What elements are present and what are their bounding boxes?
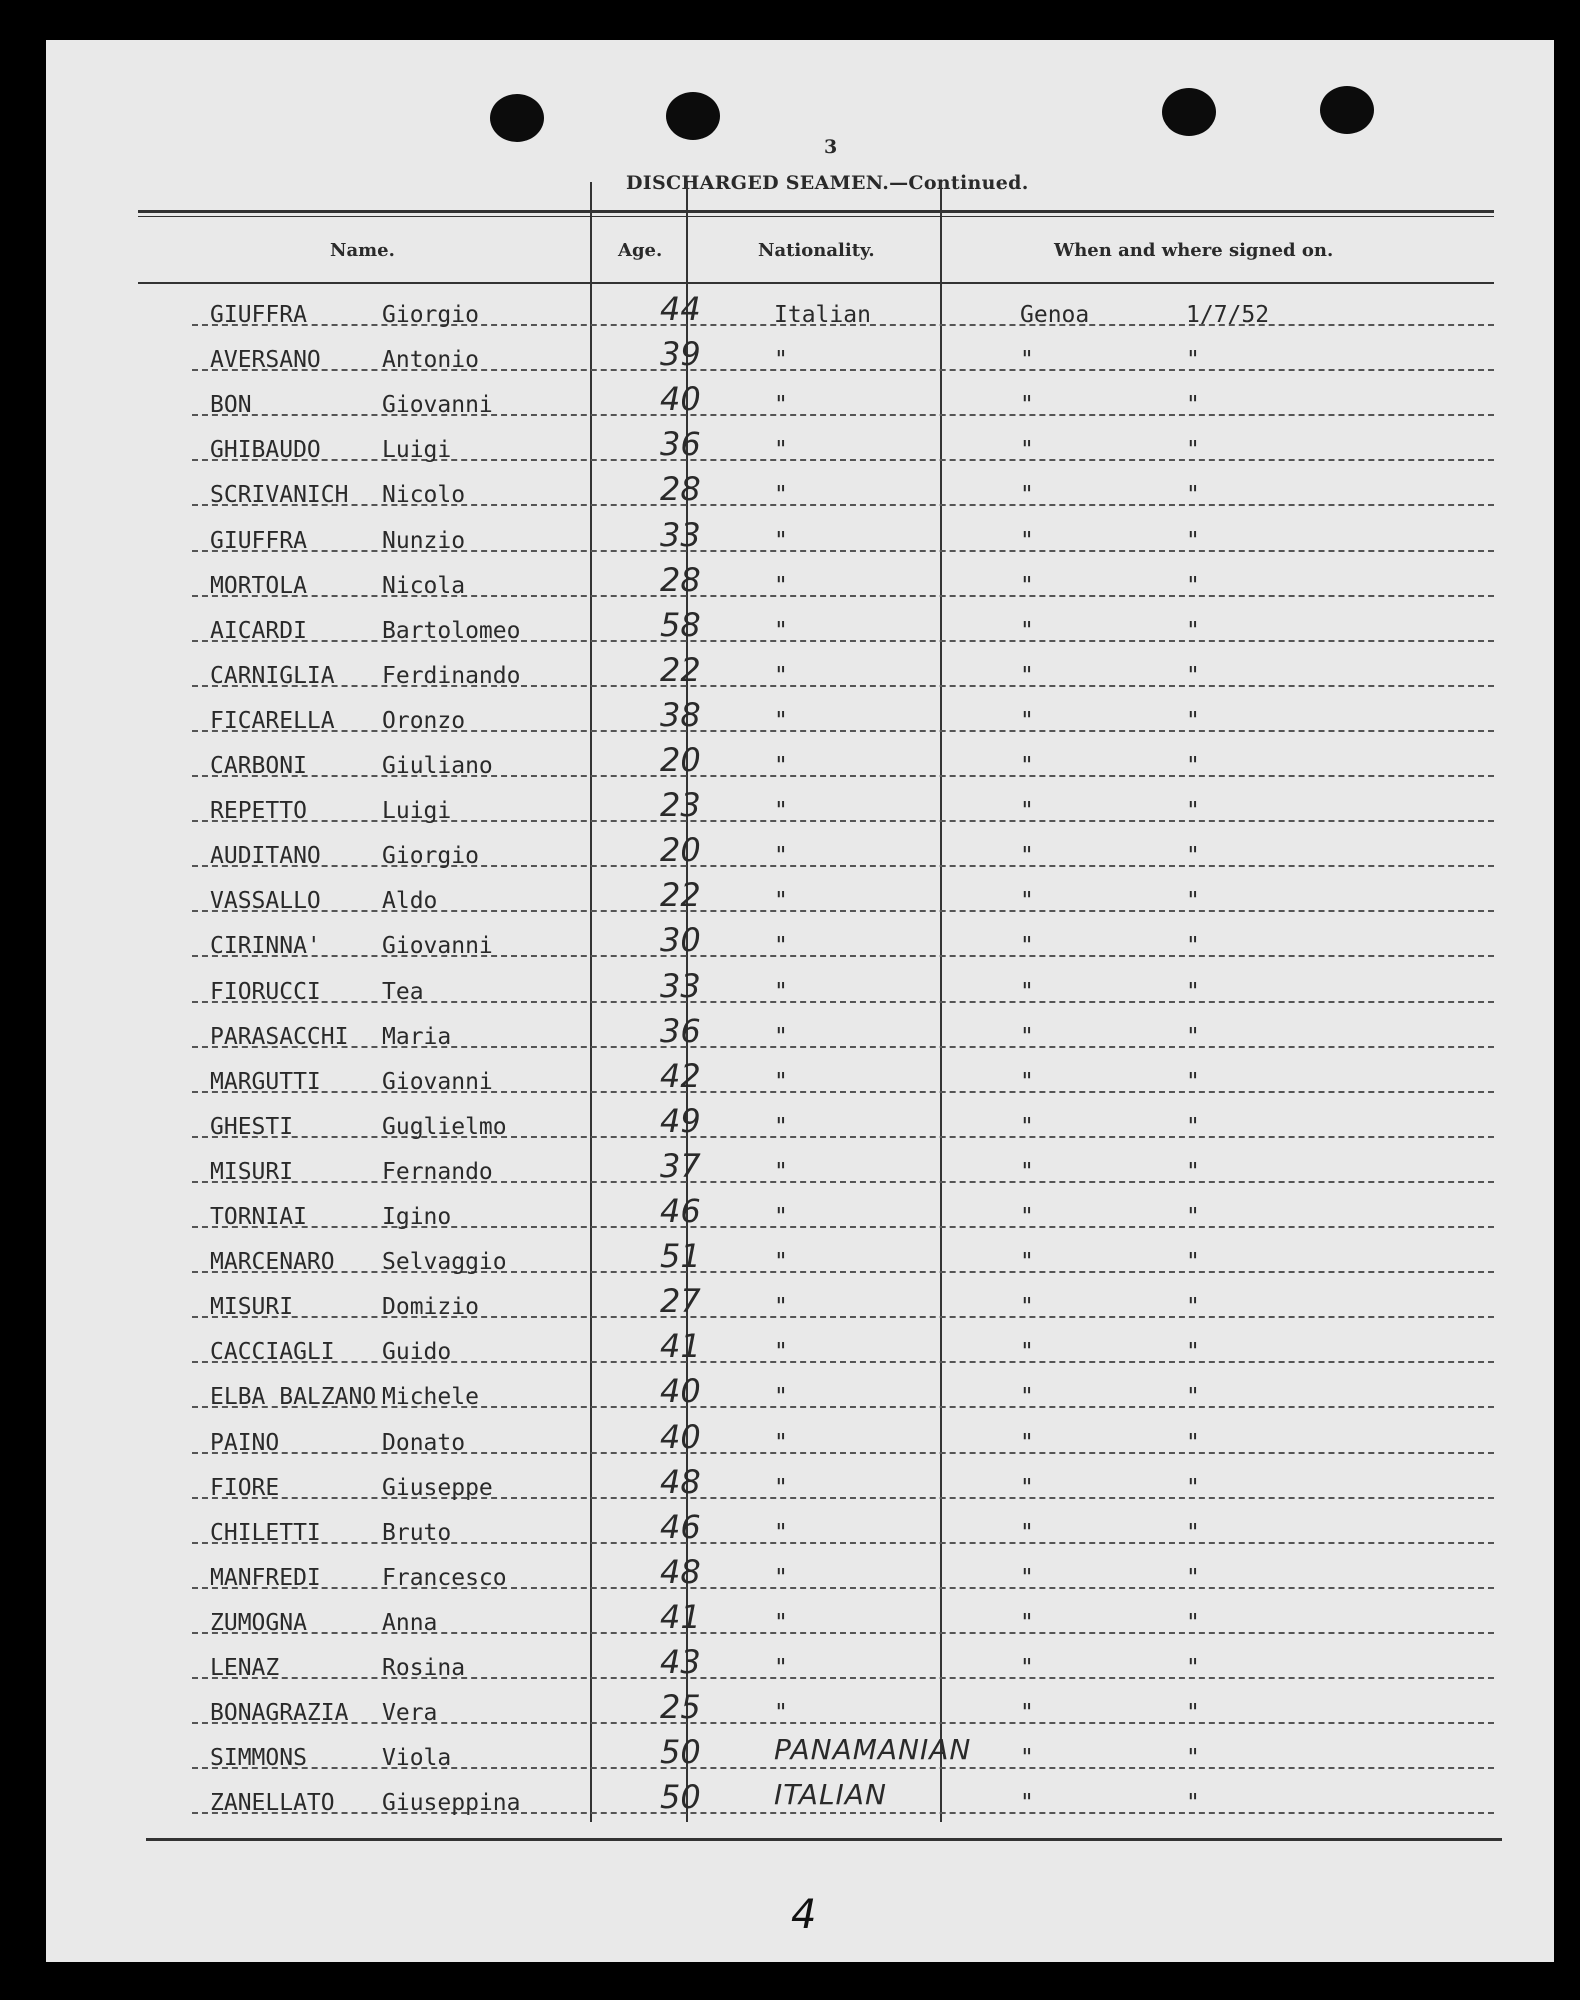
seaman-surname: VASSALLO xyxy=(210,888,321,915)
seaman-given-name: Vera xyxy=(382,1700,438,1727)
seaman-nationality: " xyxy=(774,1384,788,1411)
seaman-surname: BONAGRAZIA xyxy=(210,1700,349,1727)
document-page xyxy=(46,40,1554,1962)
table-row xyxy=(192,1676,1494,1727)
seaman-surname: GIUFFRA xyxy=(210,527,307,554)
signed-on-port: " xyxy=(1020,1519,1034,1546)
seaman-given-name: Tea xyxy=(382,978,424,1005)
seaman-given-name: Domizio xyxy=(382,1294,479,1321)
seaman-age: 22 xyxy=(660,650,701,689)
table-row xyxy=(192,413,1494,464)
signed-on-date: " xyxy=(1186,933,1200,960)
seaman-nationality: " xyxy=(774,1609,788,1636)
handwritten-note: 4 xyxy=(791,1892,817,1938)
table-row xyxy=(192,909,1494,960)
signed-on-date: " xyxy=(1186,1158,1200,1185)
bottom-rule xyxy=(146,1838,1502,1841)
signed-on-date: " xyxy=(1186,1249,1200,1276)
signed-on-port: Genoa xyxy=(1020,302,1090,328)
table-row xyxy=(192,1180,1494,1228)
seaman-given-name: Francesco xyxy=(382,1564,507,1591)
signed-on-port: " xyxy=(1020,888,1034,915)
signed-on-port: " xyxy=(1020,1339,1034,1366)
signed-on-port: " xyxy=(1020,437,1034,464)
signed-on-date: " xyxy=(1186,888,1200,915)
seaman-surname: PARASACCHI xyxy=(210,1023,349,1050)
signed-on-port: " xyxy=(1020,527,1034,554)
seaman-age: 48 xyxy=(660,1462,701,1501)
seaman-age: 46 xyxy=(660,1192,701,1230)
seaman-nationality: " xyxy=(774,527,788,554)
seaman-nationality: " xyxy=(774,843,788,870)
signed-on-date: " xyxy=(1186,1519,1200,1546)
seaman-age: 51 xyxy=(660,1237,701,1276)
page-number: 3 xyxy=(824,136,838,158)
seaman-age: 50 xyxy=(660,1778,701,1817)
seaman-surname: ELBA BALZANO xyxy=(210,1384,377,1411)
table-row xyxy=(192,639,1494,687)
signed-on-port: " xyxy=(1020,482,1034,509)
seaman-given-name: Nicola xyxy=(382,572,466,599)
signed-on-port: " xyxy=(1020,1384,1034,1411)
table-row xyxy=(192,278,1494,326)
seaman-age: 40 xyxy=(660,1372,701,1411)
seaman-nationality: " xyxy=(774,1655,788,1681)
seaman-given-name: Bartolomeo xyxy=(382,617,521,644)
seaman-surname: GHESTI xyxy=(210,1113,294,1140)
seaman-age: 25 xyxy=(660,1688,701,1727)
seaman-age: 37 xyxy=(660,1146,701,1185)
signed-on-date: " xyxy=(1186,1023,1200,1050)
signed-on-port: " xyxy=(1020,843,1034,870)
page-title: DISCHARGED SEAMEN.—Continued. xyxy=(626,172,1029,194)
seaman-surname: LENAZ xyxy=(210,1655,280,1681)
signed-on-port: " xyxy=(1020,1158,1034,1185)
seaman-nationality: " xyxy=(774,1023,788,1050)
seaman-age: 23 xyxy=(660,786,701,825)
signed-on-port: " xyxy=(1020,1429,1034,1456)
signed-on-port: " xyxy=(1020,617,1034,644)
seaman-nationality: " xyxy=(774,572,788,599)
signed-on-port: " xyxy=(1020,1249,1034,1276)
signed-on-port: " xyxy=(1020,1700,1034,1727)
seaman-age: 36 xyxy=(660,1011,701,1050)
signed-on-date: " xyxy=(1186,482,1200,509)
seaman-surname: FICARELLA xyxy=(210,707,335,734)
seaman-age: 38 xyxy=(660,695,701,734)
signed-on-port: " xyxy=(1020,392,1034,419)
seaman-given-name: Guglielmo xyxy=(382,1113,507,1140)
signed-on-date: " xyxy=(1186,843,1200,870)
punch-hole xyxy=(1162,88,1216,136)
table-row xyxy=(192,729,1494,777)
table-row xyxy=(192,594,1494,642)
table-row xyxy=(192,1451,1494,1499)
seaman-given-name: Viola xyxy=(382,1745,452,1772)
seaman-nationality: PANAMANIAN xyxy=(774,1733,972,1767)
top-rule xyxy=(138,210,1494,213)
seaman-surname: FIORUCCI xyxy=(210,978,321,1005)
signed-on-port: " xyxy=(1020,572,1034,599)
seaman-age: 36 xyxy=(660,425,701,464)
seaman-given-name: Luigi xyxy=(382,437,452,464)
signed-on-date: " xyxy=(1186,1068,1200,1095)
seaman-age: 40 xyxy=(660,380,701,419)
seaman-surname: MARCENARO xyxy=(210,1249,335,1276)
seaman-age: 46 xyxy=(660,1507,701,1546)
table-row xyxy=(192,774,1494,825)
signed-on-date: " xyxy=(1186,1384,1200,1411)
signed-on-port: " xyxy=(1020,1745,1034,1772)
seaman-nationality: " xyxy=(774,437,788,464)
seaman-age: 30 xyxy=(660,921,701,960)
signed-on-date: " xyxy=(1186,527,1200,554)
seaman-surname: CACCIAGLI xyxy=(210,1339,335,1366)
seaman-surname: REPETTO xyxy=(210,798,307,825)
seaman-age: 58 xyxy=(660,605,701,644)
signed-on-port: " xyxy=(1020,1023,1034,1050)
seaman-given-name: Giuseppe xyxy=(382,1474,493,1501)
seaman-given-name: Giorgio xyxy=(382,302,479,328)
seaman-nationality: " xyxy=(774,1294,788,1321)
seaman-surname: CARBONI xyxy=(210,753,307,779)
seaman-given-name: Giuseppina xyxy=(382,1790,521,1817)
signed-on-port: " xyxy=(1020,1609,1034,1636)
signed-on-date: " xyxy=(1186,1204,1200,1230)
seaman-given-name: Giovanni xyxy=(382,933,493,960)
seaman-age: 27 xyxy=(660,1282,701,1321)
seaman-surname: AUDITANO xyxy=(210,843,321,870)
seaman-given-name: Luigi xyxy=(382,798,452,825)
table-row xyxy=(192,1315,1494,1366)
top-rule xyxy=(138,216,1494,217)
signed-on-port: " xyxy=(1020,1790,1034,1817)
seaman-given-name: Bruto xyxy=(382,1519,452,1546)
seaman-nationality: " xyxy=(774,1068,788,1095)
seaman-surname: AICARDI xyxy=(210,617,307,644)
seaman-given-name: Anna xyxy=(382,1609,438,1636)
signed-on-port: " xyxy=(1020,1655,1034,1681)
seaman-age: 48 xyxy=(660,1552,701,1591)
signed-on-port: " xyxy=(1020,1474,1034,1501)
signed-on-date: 1/7/52 xyxy=(1186,302,1270,328)
seaman-age: 44 xyxy=(660,290,701,328)
table-row xyxy=(192,1406,1494,1454)
seaman-age: 33 xyxy=(660,966,701,1005)
header-name: Name. xyxy=(330,240,395,261)
seaman-surname: MARGUTTI xyxy=(210,1068,321,1095)
signed-on-date: " xyxy=(1186,753,1200,779)
seaman-given-name: Giorgio xyxy=(382,843,479,870)
signed-on-date: " xyxy=(1186,1700,1200,1727)
signed-on-date: " xyxy=(1186,978,1200,1005)
seaman-surname: AVERSANO xyxy=(210,347,321,374)
seaman-nationality: " xyxy=(774,798,788,825)
seaman-given-name: Antonio xyxy=(382,347,479,374)
table-row xyxy=(192,549,1494,597)
signed-on-date: " xyxy=(1186,707,1200,734)
table-row xyxy=(192,1270,1494,1321)
seaman-nationality: " xyxy=(774,1429,788,1456)
seaman-surname: CHILETTI xyxy=(210,1519,321,1546)
seaman-nationality: " xyxy=(774,1474,788,1501)
seaman-nationality: " xyxy=(774,662,788,689)
seaman-surname: BON xyxy=(210,392,252,419)
seaman-age: 41 xyxy=(660,1327,701,1366)
seaman-given-name: Ferdinando xyxy=(382,662,521,689)
seaman-given-name: Giovanni xyxy=(382,1068,493,1095)
signed-on-port: " xyxy=(1020,1564,1034,1591)
signed-on-port: " xyxy=(1020,707,1034,734)
signed-on-date: " xyxy=(1186,1294,1200,1321)
seaman-surname: TORNIAI xyxy=(210,1204,307,1230)
seaman-given-name: Maria xyxy=(382,1023,452,1050)
seaman-age: 41 xyxy=(660,1597,701,1636)
seaman-given-name: Nunzio xyxy=(382,527,466,554)
seaman-given-name: Nicolo xyxy=(382,482,466,509)
punch-hole xyxy=(666,92,720,140)
signed-on-date: " xyxy=(1186,392,1200,419)
signed-on-date: " xyxy=(1186,1113,1200,1140)
table-row xyxy=(192,1360,1494,1411)
table-row xyxy=(192,1000,1494,1048)
table-row xyxy=(192,504,1494,552)
table-row xyxy=(192,1090,1494,1138)
signed-on-date: " xyxy=(1186,1339,1200,1366)
seaman-nationality: " xyxy=(774,707,788,734)
seaman-surname: ZUMOGNA xyxy=(210,1609,307,1636)
signed-on-port: " xyxy=(1020,347,1034,374)
seaman-surname: CIRINNA' xyxy=(210,933,321,960)
signed-on-date: " xyxy=(1186,347,1200,374)
seaman-surname: MANFREDI xyxy=(210,1564,321,1591)
signed-on-port: " xyxy=(1020,933,1034,960)
seaman-age: 28 xyxy=(660,470,701,509)
table-row xyxy=(192,1045,1494,1093)
table-row xyxy=(192,1721,1494,1772)
seaman-given-name: Michele xyxy=(382,1384,479,1411)
seaman-nationality: " xyxy=(774,482,788,509)
header-signed-on: When and where signed on. xyxy=(1054,240,1334,261)
seaman-surname: SIMMONS xyxy=(210,1745,307,1772)
seaman-nationality: " xyxy=(774,1249,788,1276)
signed-on-date: " xyxy=(1186,437,1200,464)
table-row xyxy=(192,684,1494,732)
seaman-nationality: " xyxy=(774,933,788,960)
punch-hole xyxy=(490,94,544,142)
seaman-given-name: Igino xyxy=(382,1204,452,1230)
seaman-surname: SCRIVANICH xyxy=(210,482,349,509)
table-row xyxy=(192,1135,1494,1183)
seaman-nationality: " xyxy=(774,1564,788,1591)
signed-on-date: " xyxy=(1186,798,1200,825)
seaman-given-name: Guido xyxy=(382,1339,452,1366)
signed-on-date: " xyxy=(1186,1655,1200,1681)
seaman-age: 43 xyxy=(660,1643,701,1681)
seaman-surname: GHIBAUDO xyxy=(210,437,321,464)
seaman-nationality: " xyxy=(774,1339,788,1366)
seaman-given-name: Selvaggio xyxy=(382,1249,507,1276)
seaman-nationality: " xyxy=(774,347,788,374)
table-row xyxy=(192,1225,1494,1276)
signed-on-port: " xyxy=(1020,753,1034,779)
seaman-given-name: Fernando xyxy=(382,1158,493,1185)
seaman-given-name: Giovanni xyxy=(382,392,493,419)
signed-on-port: " xyxy=(1020,1204,1034,1230)
table-row xyxy=(192,864,1494,915)
seaman-given-name: Rosina xyxy=(382,1655,466,1681)
signed-on-date: " xyxy=(1186,1474,1200,1501)
table-row xyxy=(192,323,1494,374)
signed-on-date: " xyxy=(1186,1790,1200,1817)
seaman-nationality: Italian xyxy=(774,302,871,328)
seaman-nationality: " xyxy=(774,1204,788,1230)
seaman-nationality: " xyxy=(774,888,788,915)
seaman-surname: FIORE xyxy=(210,1474,280,1501)
signed-on-port: " xyxy=(1020,798,1034,825)
seaman-nationality: " xyxy=(774,1700,788,1727)
seaman-nationality: " xyxy=(774,1113,788,1140)
table-row xyxy=(192,1631,1494,1679)
signed-on-date: " xyxy=(1186,662,1200,689)
seaman-age: 20 xyxy=(660,831,701,870)
seaman-nationality: ITALIAN xyxy=(774,1778,887,1812)
seaman-age: 42 xyxy=(660,1056,701,1095)
signed-on-date: " xyxy=(1186,1429,1200,1456)
seaman-age: 50 xyxy=(660,1733,701,1772)
signed-on-port: " xyxy=(1020,1113,1034,1140)
seaman-given-name: Oronzo xyxy=(382,707,466,734)
signed-on-date: " xyxy=(1186,1564,1200,1591)
seaman-age: 39 xyxy=(660,335,701,374)
table-row xyxy=(192,368,1494,419)
seaman-surname: GIUFFRA xyxy=(210,302,307,328)
table-row xyxy=(192,458,1494,509)
header-nationality: Nationality. xyxy=(758,240,875,261)
table-row xyxy=(192,819,1494,870)
table-row xyxy=(192,1496,1494,1544)
table-row xyxy=(192,1766,1494,1817)
table-row xyxy=(192,1586,1494,1634)
signed-on-date: " xyxy=(1186,572,1200,599)
signed-on-port: " xyxy=(1020,1068,1034,1095)
seaman-age: 20 xyxy=(660,741,701,779)
signed-on-date: " xyxy=(1186,617,1200,644)
seaman-age: 33 xyxy=(660,515,701,554)
table-row xyxy=(192,955,1494,1003)
seaman-surname: ZANELLATO xyxy=(210,1790,335,1817)
seaman-nationality: " xyxy=(774,392,788,419)
seaman-surname: MISURI xyxy=(210,1294,294,1321)
seaman-surname: PAINO xyxy=(210,1429,280,1456)
table-row xyxy=(192,1541,1494,1589)
seaman-nationality: " xyxy=(774,1158,788,1185)
seaman-surname: MISURI xyxy=(210,1158,294,1185)
signed-on-date: " xyxy=(1186,1745,1200,1772)
seaman-surname: CARNIGLIA xyxy=(210,662,335,689)
seaman-given-name: Giuliano xyxy=(382,753,493,779)
signed-on-port: " xyxy=(1020,978,1034,1005)
seaman-nationality: " xyxy=(774,617,788,644)
signed-on-port: " xyxy=(1020,662,1034,689)
seaman-nationality: " xyxy=(774,1519,788,1546)
signed-on-port: " xyxy=(1020,1294,1034,1321)
seaman-age: 28 xyxy=(660,560,701,599)
seaman-age: 22 xyxy=(660,876,701,915)
seaman-given-name: Donato xyxy=(382,1429,466,1456)
signed-on-date: " xyxy=(1186,1609,1200,1636)
seaman-age: 49 xyxy=(660,1101,701,1140)
header-age: Age. xyxy=(618,240,663,261)
seaman-age: 40 xyxy=(660,1417,701,1456)
seaman-given-name: Aldo xyxy=(382,888,438,915)
seaman-surname: MORTOLA xyxy=(210,572,307,599)
seaman-nationality: " xyxy=(774,978,788,1005)
punch-hole xyxy=(1320,86,1374,134)
seaman-nationality: " xyxy=(774,753,788,779)
